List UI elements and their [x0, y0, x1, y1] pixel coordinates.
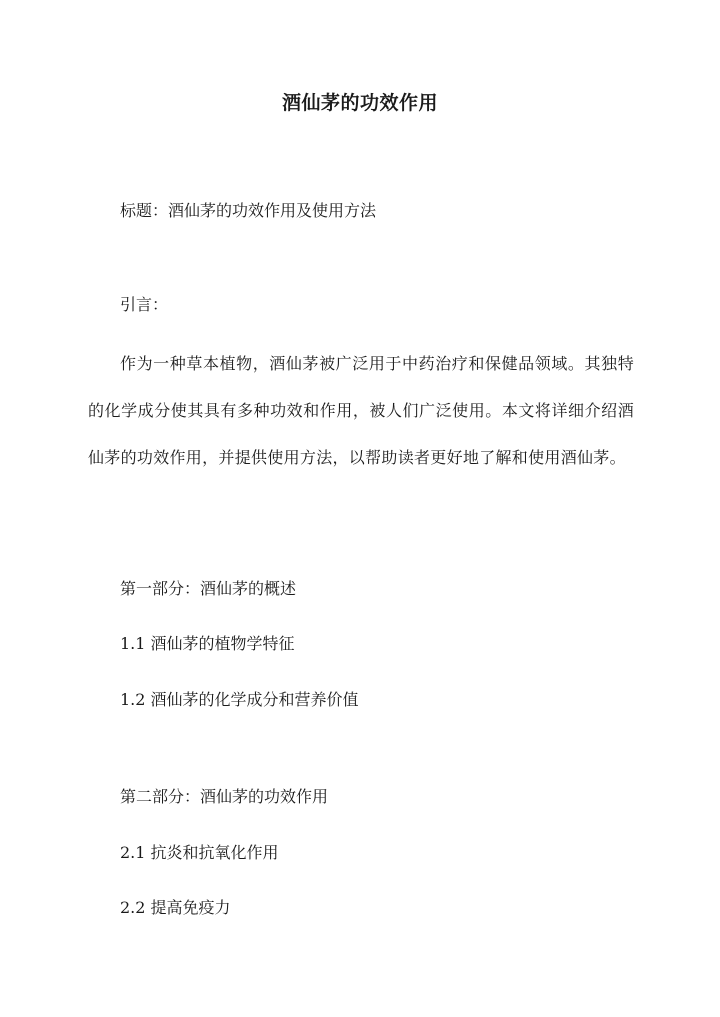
part1-heading: 第一部分：酒仙茅的概述 — [120, 579, 297, 598]
part2-item-1: 2.1 抗炎和抗氧化作用 — [120, 843, 279, 862]
subject-line: 标题：酒仙茅的功效作用及使用方法 — [120, 201, 377, 220]
intro-heading: 引言： — [120, 295, 169, 314]
part1-item-1: 1.1 酒仙茅的植物学特征 — [120, 634, 295, 653]
part2-item-2: 2.2 提高免疫力 — [120, 898, 231, 917]
part1-item-2: 1.2 酒仙茅的化学成分和营养价值 — [120, 690, 359, 709]
part2-heading: 第二部分：酒仙茅的功效作用 — [120, 787, 329, 806]
document-title: 酒仙茅的功效作用 — [281, 92, 438, 114]
intro-paragraph: 作为一种草本植物，酒仙茅被广泛用于中药治疗和保健品领域。其独特的化学成分使其具有多种功效和作用，被人们广泛使用。本文将详细介绍酒仙茅的功效作用，并提供使用方法，以帮助读者更好地了解和使用酒仙茅。 — [88, 354, 634, 467]
